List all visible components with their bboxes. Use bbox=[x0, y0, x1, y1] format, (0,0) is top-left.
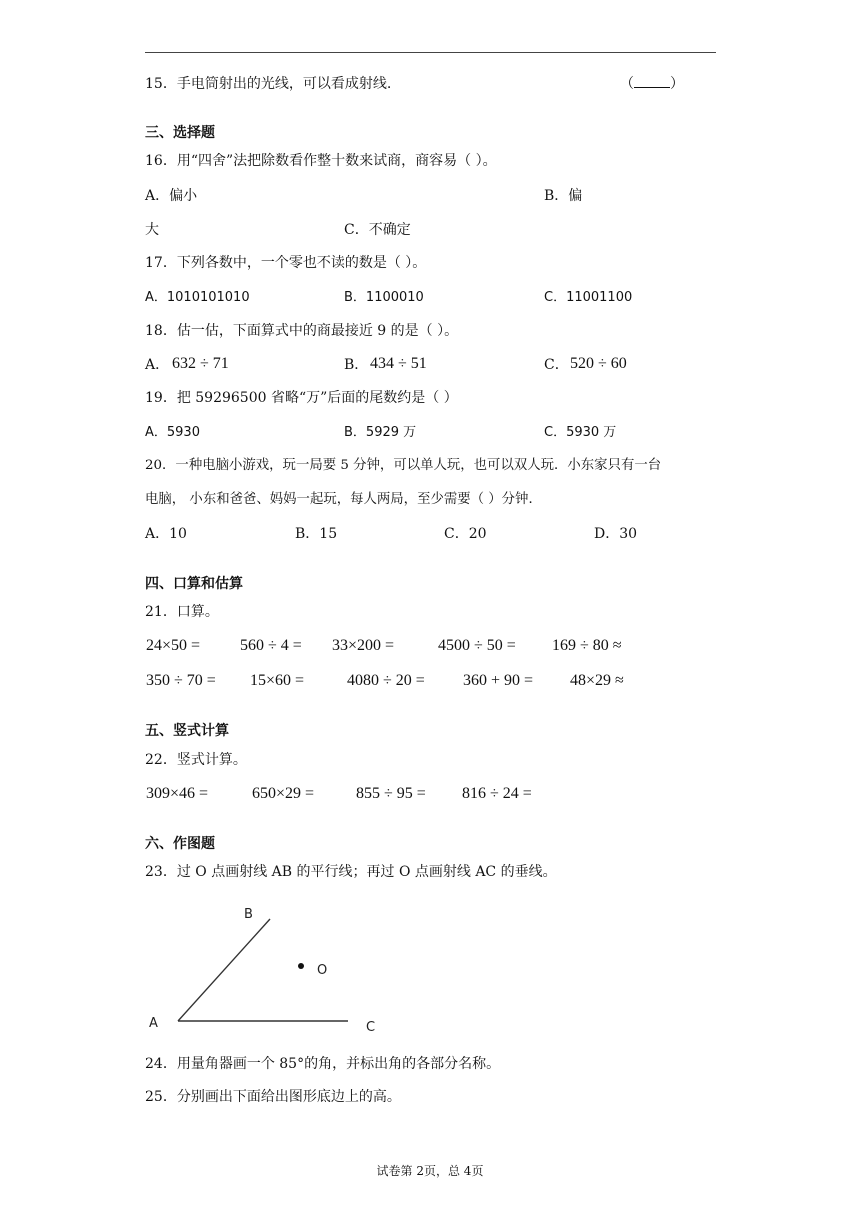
q18-option-a-label: A． bbox=[145, 357, 170, 373]
question-18: 18．估一估，下面算式中的商最接近 9 的是（ ）。 bbox=[145, 323, 459, 339]
q21-item-8[interactable]: 4080 ÷ 20 = bbox=[347, 672, 425, 689]
label-b: B bbox=[244, 907, 253, 922]
q18-option-c[interactable]: 520 ÷ 60 bbox=[570, 355, 627, 372]
question-22: 22．竖式计算。 bbox=[145, 752, 247, 768]
q21-item-6[interactable]: 350 ÷ 70 = bbox=[146, 672, 216, 689]
question-24: 24．用量角器画一个 85°的角，并标出角的各部分名称。 bbox=[145, 1056, 501, 1072]
q22-item-3[interactable]: 855 ÷ 95 = bbox=[356, 785, 426, 802]
q18-option-b[interactable]: 434 ÷ 51 bbox=[370, 355, 427, 372]
section-title-mental: 四、口算和估算 bbox=[145, 576, 243, 592]
question-21: 21．口算。 bbox=[145, 604, 219, 620]
q21-item-7[interactable]: 15×60 = bbox=[250, 672, 305, 689]
q17-option-a[interactable]: A．1010101010 bbox=[145, 290, 250, 305]
page-footer: 试卷第 2页，总 4页 bbox=[376, 1164, 484, 1178]
point-o bbox=[298, 963, 304, 969]
q21-item-5[interactable]: 169 ÷ 80 ≈ bbox=[552, 637, 622, 654]
blank-line bbox=[634, 75, 670, 88]
q22-item-2[interactable]: 650×29 = bbox=[252, 785, 315, 802]
section-title-vertical: 五、竖式计算 bbox=[145, 723, 229, 739]
q21-item-2[interactable]: 560 ÷ 4 = bbox=[240, 637, 302, 654]
question-20-line2: 电脑， 小东和爸爸、妈妈一起玩，每人两局，至少需要（ ）分钟． bbox=[145, 492, 542, 507]
q20-option-c[interactable]: C．20 bbox=[444, 526, 487, 542]
q16-option-b-cont: 大 bbox=[145, 222, 159, 238]
q22-item-1[interactable]: 309×46 = bbox=[146, 785, 209, 802]
q21-item-3[interactable]: 33×200 = bbox=[332, 637, 395, 654]
answer-blank-15[interactable] bbox=[620, 75, 684, 93]
label-c: C bbox=[366, 1020, 376, 1035]
q18-option-a[interactable]: 632 ÷ 71 bbox=[172, 355, 229, 372]
label-a: A bbox=[149, 1016, 158, 1031]
q19-option-a[interactable]: A．5930 bbox=[145, 425, 200, 440]
question-16: 16．用“四舍”法把除数看作整十数来试商，商容易（ ）。 bbox=[145, 153, 497, 169]
q16-option-c[interactable]: C．不确定 bbox=[344, 222, 411, 238]
q16-option-a[interactable]: A．偏小 bbox=[145, 188, 198, 204]
q22-item-4[interactable]: 816 ÷ 24 = bbox=[462, 785, 532, 802]
q20-option-a[interactable]: A．10 bbox=[145, 526, 187, 542]
header-rule bbox=[145, 52, 716, 53]
q18-option-b-label: B． bbox=[344, 357, 369, 373]
section-title-drawing: 六、作图题 bbox=[145, 836, 215, 852]
q19-option-b[interactable]: B．5929 万 bbox=[344, 425, 417, 440]
q21-item-1[interactable]: 24×50 = bbox=[146, 637, 201, 654]
question-23: 23．过 O 点画射线 AB 的平行线；再过 O 点画射线 AC 的垂线。 bbox=[145, 864, 557, 880]
ray-figure[interactable] bbox=[140, 895, 400, 1045]
q18-option-c-label: C． bbox=[544, 357, 569, 373]
question-19: 19．把 59296500 省略“万”后面的尾数约是（ ） bbox=[145, 390, 458, 406]
question-20-line1: 20．一种电脑小游戏，玩一局要 5 分钟，可以单人玩，也可以双人玩．小东家只有一台 bbox=[145, 458, 662, 473]
ray-ab bbox=[178, 919, 270, 1021]
question-17: 17．下列各数中，一个零也不读的数是（ ）。 bbox=[145, 255, 427, 271]
section-title-choice: 三、选择题 bbox=[145, 125, 215, 141]
q17-option-b[interactable]: B．1100010 bbox=[344, 290, 424, 305]
question-15: 15．手电筒射出的光线，可以看成射线. bbox=[145, 76, 392, 92]
q20-option-b[interactable]: B．15 bbox=[295, 526, 338, 542]
q17-option-c[interactable]: C．11001100 bbox=[544, 290, 633, 305]
q21-item-9[interactable]: 360 + 90 = bbox=[463, 672, 534, 689]
q16-option-b[interactable]: B．偏 bbox=[544, 188, 583, 204]
q19-option-c[interactable]: C．5930 万 bbox=[544, 425, 617, 440]
bracket-close: ） bbox=[670, 76, 684, 92]
q21-item-10[interactable]: 48×29 ≈ bbox=[570, 672, 624, 689]
bracket-open: （ bbox=[620, 76, 634, 92]
q21-item-4[interactable]: 4500 ÷ 50 = bbox=[438, 637, 516, 654]
label-o: O bbox=[317, 963, 328, 978]
question-25: 25．分别画出下面给出图形底边上的高。 bbox=[145, 1089, 401, 1105]
q20-option-d[interactable]: D．30 bbox=[594, 526, 638, 542]
